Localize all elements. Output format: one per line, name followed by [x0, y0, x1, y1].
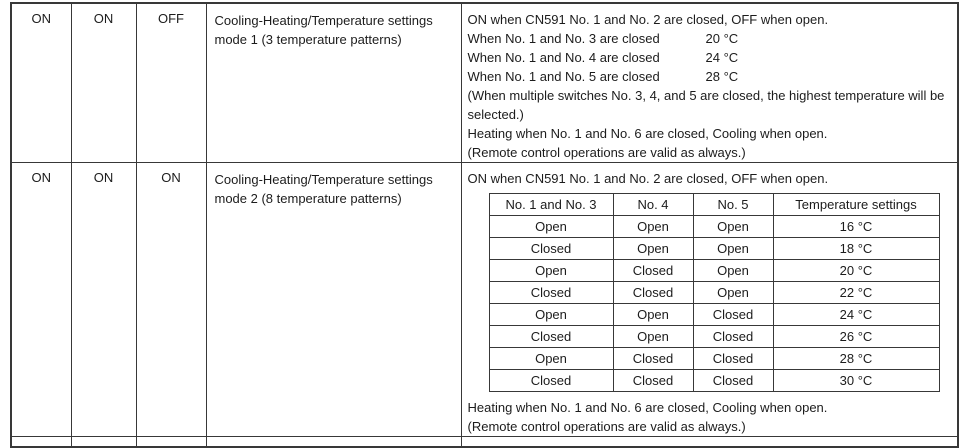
inner-table-row — [489, 304, 939, 326]
inner-table-cell: Closed — [489, 238, 613, 260]
mode2-details-cell — [461, 163, 958, 437]
mode1-remote-note: (Remote control operations are valid as always.) — [467, 145, 746, 160]
inner-table-row — [489, 216, 939, 238]
inner-table-cell: Closed — [613, 348, 693, 370]
inner-table-cell: Closed — [613, 260, 693, 282]
inner-table-cell: 20 °C — [773, 260, 939, 282]
inner-table-cell: Closed — [693, 348, 773, 370]
empty-cell — [136, 437, 206, 447]
inner-table-cell: 16 °C — [773, 216, 939, 238]
inner-table-cell: Open — [613, 326, 693, 348]
inner-table-cell: 26 °C — [773, 326, 939, 348]
table-row-empty — [11, 437, 958, 447]
empty-cell — [461, 437, 958, 447]
mode2-remote-note: (Remote control operations are valid as always.) — [467, 419, 746, 434]
inner-table-row — [489, 238, 939, 260]
inner-table-cell: Closed — [489, 282, 613, 304]
switch3-state: ON — [136, 163, 206, 437]
inner-table-row — [489, 260, 939, 282]
inner-table-header: Temperature settings — [773, 194, 939, 216]
temp-label-3: When No. 1 and No. 5 are closed — [467, 69, 660, 84]
temp-line-1 — [468, 29, 952, 48]
main-table — [10, 2, 959, 448]
inner-table-cell: Closed — [489, 370, 613, 392]
inner-table-row — [489, 348, 939, 370]
temp-value-1: 20 °C — [705, 31, 739, 46]
inner-table-row — [489, 282, 939, 304]
inner-table-cell: 24 °C — [773, 304, 939, 326]
inner-table-cell: Open — [613, 238, 693, 260]
inner-table-cell: Closed — [693, 370, 773, 392]
empty-cell — [11, 437, 71, 447]
inner-table-cell: 30 °C — [773, 370, 939, 392]
mode2-intro: ON when CN591 No. 1 and No. 2 are closed, OFF when open. — [467, 171, 829, 186]
mode1-description-cell — [206, 3, 461, 163]
mode2-heating-note: Heating when No. 1 and No. 6 are closed, Cooling when open. — [467, 400, 828, 415]
inner-table-cell: Closed — [613, 370, 693, 392]
table-row-mode2 — [11, 163, 958, 437]
inner-table-cell: Open — [489, 216, 613, 238]
inner-table-cell: Open — [489, 304, 613, 326]
inner-table-header: No. 5 — [693, 194, 773, 216]
inner-table-cell: 22 °C — [773, 282, 939, 304]
inner-table-row — [489, 370, 939, 392]
empty-cell — [206, 437, 461, 447]
inner-table-cell: Open — [693, 260, 773, 282]
inner-table-cell: Open — [613, 304, 693, 326]
inner-table-cell: Open — [489, 348, 613, 370]
temp-line-2 — [468, 48, 952, 67]
mode2-description-cell — [206, 163, 461, 437]
inner-table-cell: Closed — [693, 304, 773, 326]
switch2-state: ON — [71, 163, 136, 437]
temp-value-3: 28 °C — [705, 69, 739, 84]
inner-table-header: No. 4 — [613, 194, 693, 216]
mode1-intro: ON when CN591 No. 1 and No. 2 are closed, OFF when open. — [467, 12, 829, 27]
manual-settings-table — [10, 2, 959, 448]
inner-table-cell: 18 °C — [773, 238, 939, 260]
inner-table-cell: Closed — [489, 326, 613, 348]
inner-table-cell: Open — [693, 216, 773, 238]
inner-table-cell: Open — [693, 282, 773, 304]
mode2-description: Cooling-Heating/Temperature settings mode 2 (8 temperature patterns) — [214, 172, 433, 206]
inner-table-cell: Closed — [693, 326, 773, 348]
inner-table-cell: Closed — [613, 282, 693, 304]
switch3-state: OFF — [136, 3, 206, 163]
inner-table-row — [489, 326, 939, 348]
empty-cell — [71, 437, 136, 447]
inner-table-cell: Open — [693, 238, 773, 260]
temp-value-2: 24 °C — [705, 50, 739, 65]
temperature-pattern-table — [489, 193, 940, 392]
table-row-mode1 — [11, 3, 958, 163]
mode1-heating-note: Heating when No. 1 and No. 6 are closed, Cooling when open. — [467, 126, 828, 141]
switch2-state: ON — [71, 3, 136, 163]
switch1-state: ON — [11, 3, 71, 163]
inner-table-cell: 28 °C — [773, 348, 939, 370]
temp-line-3 — [468, 67, 952, 86]
mode1-details-cell — [461, 3, 958, 163]
mode1-multi-note: (When multiple switches No. 3, 4, and 5 are closed, the highest temperature will be selected.) — [467, 88, 945, 122]
inner-table-header-row — [489, 194, 939, 216]
switch1-state: ON — [11, 163, 71, 437]
temp-label-2: When No. 1 and No. 4 are closed — [467, 50, 660, 65]
inner-table-cell: Open — [613, 216, 693, 238]
mode1-description: Cooling-Heating/Temperature settings mode 1 (3 temperature patterns) — [214, 13, 433, 47]
temp-label-1: When No. 1 and No. 3 are closed — [467, 31, 660, 46]
inner-table-header: No. 1 and No. 3 — [489, 194, 613, 216]
inner-table-cell: Open — [489, 260, 613, 282]
